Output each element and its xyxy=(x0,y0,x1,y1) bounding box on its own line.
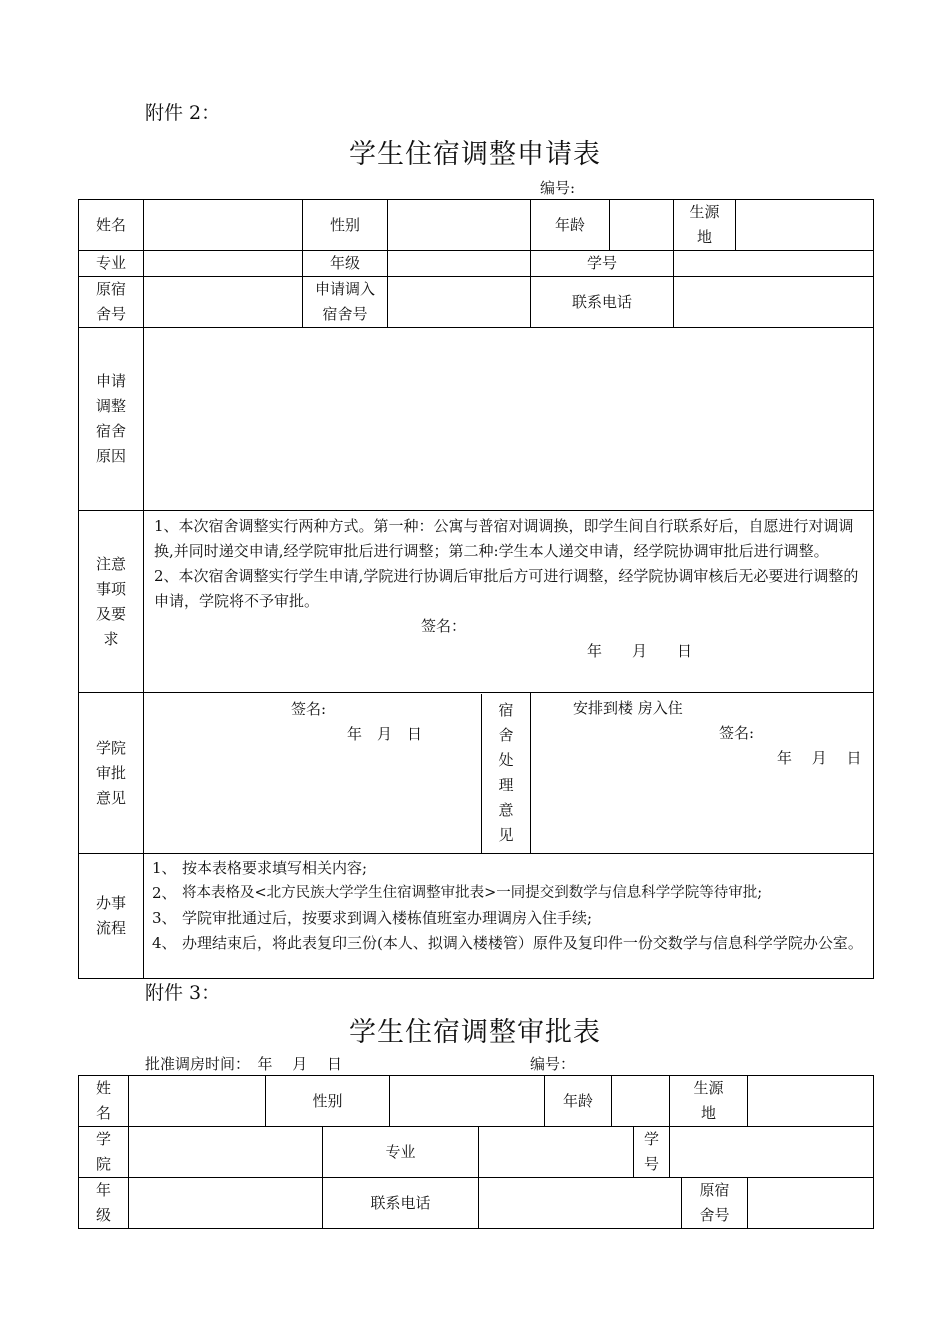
procedure-item xyxy=(152,906,865,931)
name-input-cell[interactable] xyxy=(144,200,303,251)
phone-input-cell[interactable] xyxy=(674,277,874,328)
approval-form-table xyxy=(78,1075,874,1229)
college-approval-sign-area[interactable] xyxy=(144,694,482,853)
dorm-arrange-text: 安排到楼 房入住 xyxy=(573,699,683,717)
a3-origin-label-line2: 地 xyxy=(701,1104,717,1122)
a3-college-label xyxy=(79,1127,129,1178)
attachment-2-label: 附件 2： xyxy=(145,102,221,124)
major-label: 专业 xyxy=(79,251,144,277)
reason-label-line4: 原因 xyxy=(95,447,126,465)
reason-label-line3: 宿舍 xyxy=(95,422,126,440)
a3-original-dorm-label-line2: 舍号 xyxy=(699,1206,730,1224)
a3-name-input-cell[interactable] xyxy=(129,1076,266,1127)
serial-number-label: 编号: xyxy=(540,179,576,197)
college-approval-label-line3: 意见 xyxy=(95,788,126,807)
procedure-item-text: 办理结束后，将此表复印三份(本人、拟调入楼楼管）原件及复印件一份交数学与信息科学学院办公室。 xyxy=(182,934,863,952)
a3-student-id-label-line1: 学 xyxy=(644,1130,660,1148)
a3-original-dorm-label xyxy=(682,1178,748,1229)
origin-input-cell[interactable] xyxy=(736,200,874,251)
a3-student-id-label-line2: 号 xyxy=(644,1155,660,1173)
original-dorm-label-line2: 舍号 xyxy=(95,305,126,323)
new-dorm-label-line1: 申请调入 xyxy=(314,280,375,298)
dorm-processing-label-char: 理 xyxy=(498,775,514,794)
a3-origin-label xyxy=(670,1076,748,1127)
notice-label-line4: 求 xyxy=(103,629,119,648)
college-approval-label xyxy=(79,693,144,854)
phone-label: 联系电话 xyxy=(531,277,674,328)
a3-college-input-cell[interactable] xyxy=(129,1127,323,1178)
attachment-3-label: 附件 3： xyxy=(145,982,221,1004)
new-dorm-label-line2: 宿舍号 xyxy=(322,305,368,323)
procedure-item-number: 1、 xyxy=(152,859,177,877)
a3-phone-input-cell[interactable] xyxy=(479,1178,682,1229)
procedure-label-line1: 办事 xyxy=(95,894,126,912)
procedure-item-number: 3、 xyxy=(152,909,177,927)
original-dorm-label-line1: 原宿 xyxy=(95,280,126,298)
original-dorm-label xyxy=(79,277,144,328)
reason-input-area[interactable] xyxy=(144,328,874,511)
student-id-input-cell[interactable] xyxy=(674,251,874,277)
origin-label-line1: 生源 xyxy=(689,203,720,221)
dorm-processing-label-char: 舍 xyxy=(498,725,514,744)
notice-label xyxy=(79,511,144,693)
notice-item-1: 1、本次宿舍调整实行两种方式。第一种：公寓与普宿对调调换，即学生间自行联系好后，自愿进行对调调换,并同时递交申请,经学院审批后进行调整；第二种:学生本人递交申请，经学院协调审批后进行调整。 xyxy=(154,517,854,560)
reason-label xyxy=(79,328,144,511)
notice-signature: 签名： xyxy=(421,617,467,635)
notice-label-line3: 及要 xyxy=(95,604,126,623)
origin-label xyxy=(674,200,736,251)
a3-major-input-cell[interactable] xyxy=(479,1127,634,1178)
dorm-sign: 签名: xyxy=(719,724,755,742)
reason-label-line2: 调整 xyxy=(95,397,126,415)
a3-student-id-input-cell[interactable] xyxy=(670,1127,874,1178)
a3-age-label: 年龄 xyxy=(545,1076,612,1127)
a3-name-label-line1: 姓 xyxy=(95,1079,111,1097)
college-approval-date: 年 月 日 xyxy=(347,724,423,743)
procedure-item-number: 4、 xyxy=(152,934,177,952)
major-input-cell[interactable] xyxy=(144,251,303,277)
new-dorm-label xyxy=(303,277,388,328)
a3-college-label-line1: 学 xyxy=(95,1130,111,1148)
a3-grade-label xyxy=(79,1178,129,1229)
dorm-processing-cell[interactable] xyxy=(531,693,874,854)
name-label: 姓名 xyxy=(79,200,144,251)
college-approval-label-line2: 审批 xyxy=(95,763,126,782)
grade-input-cell[interactable] xyxy=(388,251,531,277)
student-id-label: 学号 xyxy=(531,251,674,277)
a3-college-label-line2: 院 xyxy=(95,1155,111,1173)
notice-content xyxy=(144,511,874,693)
dorm-processing-label xyxy=(482,694,530,853)
gender-input-cell[interactable] xyxy=(388,200,531,251)
a3-origin-label-line1: 生源 xyxy=(693,1079,724,1097)
procedure-item-number: 2、 xyxy=(152,884,177,902)
a3-grade-input-cell[interactable] xyxy=(129,1178,323,1229)
application-form-table xyxy=(78,199,874,979)
procedure-content xyxy=(144,854,874,979)
application-form-title: 学生住宿调整申请表 xyxy=(349,139,601,170)
a3-origin-input-cell[interactable] xyxy=(748,1076,874,1127)
a3-major-label: 专业 xyxy=(323,1127,479,1178)
grade-label: 年级 xyxy=(303,251,388,277)
a3-original-dorm-label-line1: 原宿 xyxy=(699,1181,730,1199)
age-input-cell[interactable] xyxy=(610,200,674,251)
approval-time-label: 批准调房时间： 年 月 日 xyxy=(145,1055,343,1073)
a3-name-label xyxy=(79,1076,129,1127)
original-dorm-input-cell[interactable] xyxy=(144,277,303,328)
procedure-item-text: 学院审批通过后，按要求到调入楼栋值班室办理调房入住手续; xyxy=(182,909,593,927)
procedure-item-text: 按本表格要求填写相关内容; xyxy=(182,859,368,877)
approval-serial-label: 编号： xyxy=(530,1055,576,1073)
notice-label-line1: 注意 xyxy=(95,554,126,573)
a3-age-input-cell[interactable] xyxy=(612,1076,670,1127)
dorm-processing-label-char: 见 xyxy=(498,825,514,844)
dorm-processing-label-char: 处 xyxy=(498,750,514,769)
college-approval-label-line1: 学院 xyxy=(95,738,126,757)
procedure-item xyxy=(152,856,865,881)
procedure-label-line2: 流程 xyxy=(95,919,126,937)
a3-gender-input-cell[interactable] xyxy=(390,1076,545,1127)
dorm-processing-label-char: 意 xyxy=(498,800,514,819)
a3-grade-label-line2: 级 xyxy=(95,1206,111,1224)
age-label: 年龄 xyxy=(531,200,610,251)
dorm-processing-label-char: 宿 xyxy=(498,700,514,719)
a3-original-dorm-input-cell[interactable] xyxy=(748,1178,874,1229)
procedure-item-text: 将本表格及<北方民族大学学生住宿调整审批表>一同提交到数学与信息科学学院等待审批; xyxy=(182,885,763,901)
notice-date: 年 月 日 xyxy=(587,642,693,660)
a3-name-label-line2: 名 xyxy=(95,1104,111,1122)
a3-student-id-label xyxy=(634,1127,670,1178)
dorm-date: 年 月 日 xyxy=(777,749,862,767)
college-approval-cell[interactable] xyxy=(144,693,531,854)
a3-grade-label-line1: 年 xyxy=(95,1181,111,1199)
gender-label: 性别 xyxy=(303,200,388,251)
approval-form-title: 学生住宿调整审批表 xyxy=(349,1017,601,1048)
notice-label-line2: 事项 xyxy=(95,579,126,598)
procedure-item xyxy=(152,931,865,956)
procedure-item xyxy=(152,881,865,906)
reason-label-line1: 申请 xyxy=(95,372,126,390)
college-approval-sign: 签名: xyxy=(291,699,327,718)
procedure-label xyxy=(79,854,144,979)
notice-item-2: 2、本次宿舍调整实行学生申请,学院进行协调后审批后方可进行调整，经学院协调审核后无必要进行调整的申请，学院将不予审批。 xyxy=(154,567,859,610)
new-dorm-input-cell[interactable] xyxy=(388,277,531,328)
origin-label-line2: 地 xyxy=(696,228,712,246)
a3-gender-label: 性别 xyxy=(266,1076,390,1127)
a3-phone-label: 联系电话 xyxy=(323,1178,479,1229)
